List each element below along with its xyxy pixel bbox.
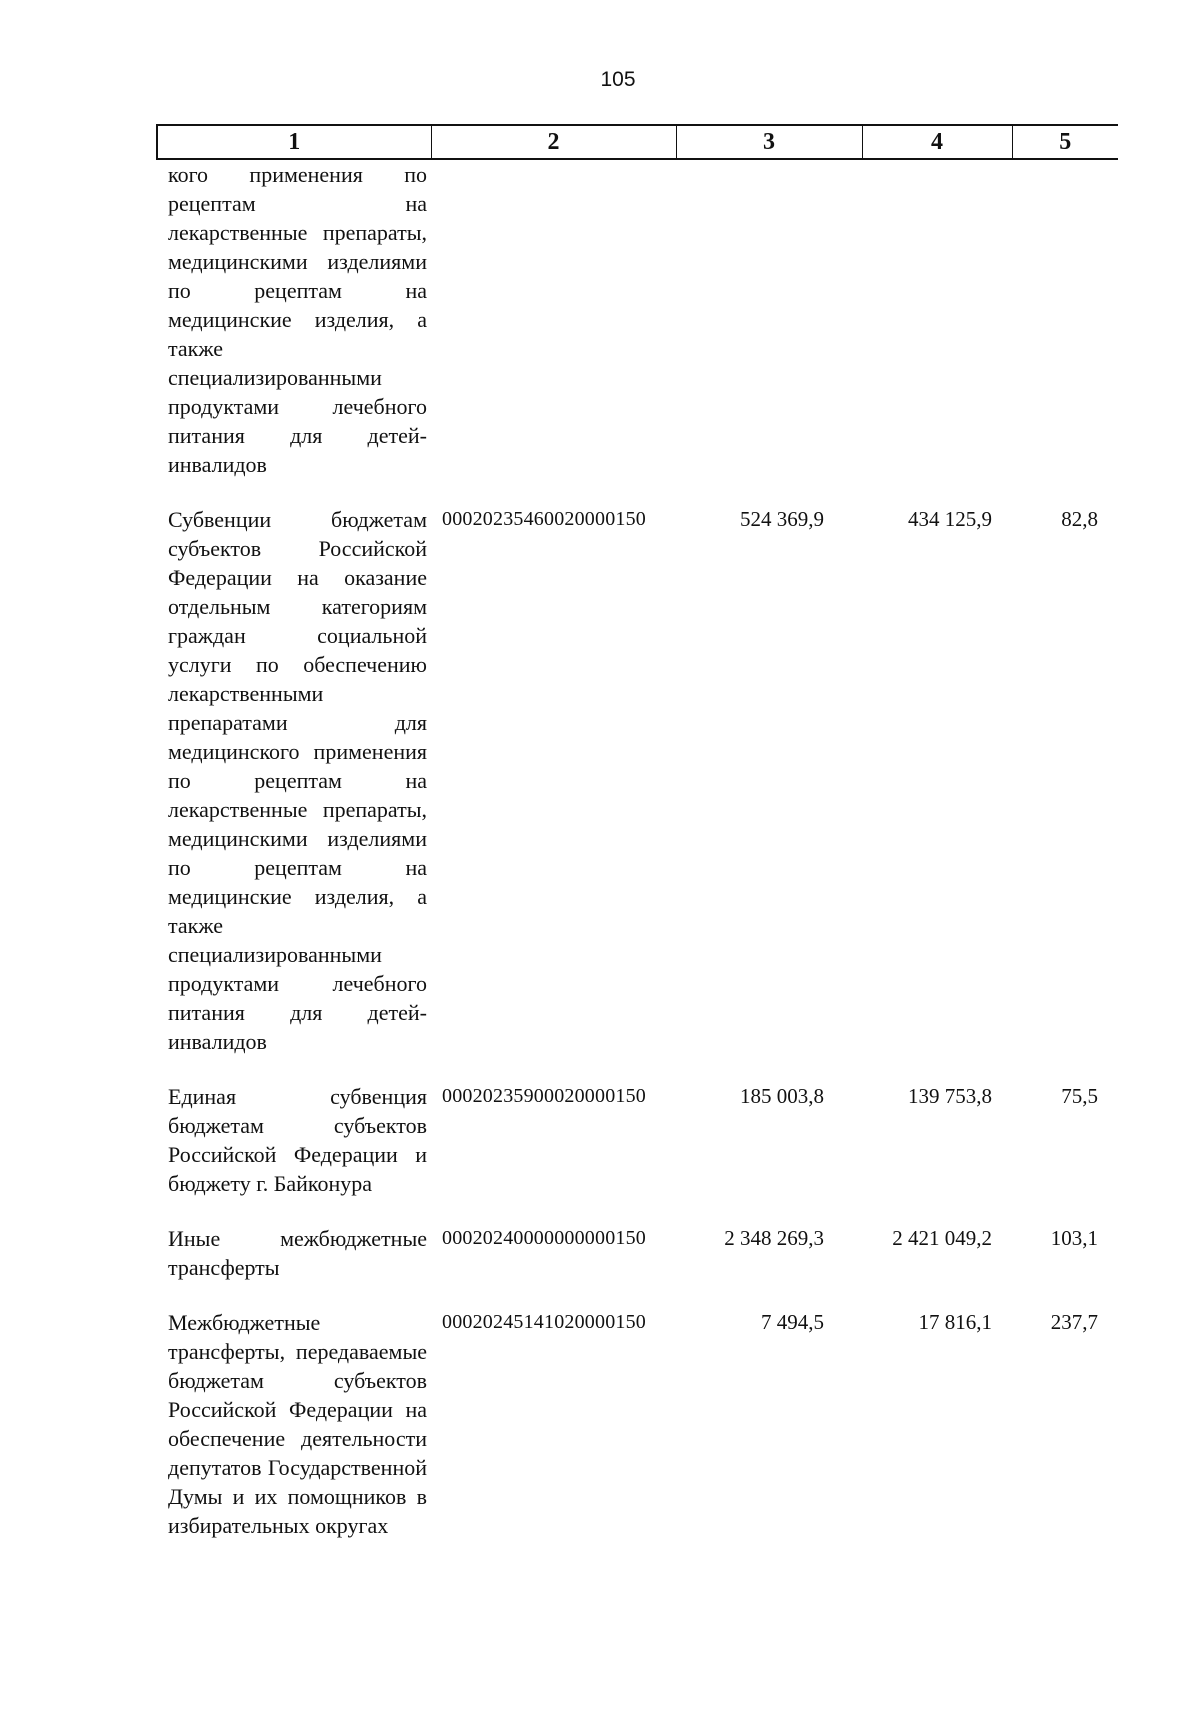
row-name: Иные межбюджетные трансферты bbox=[168, 1226, 427, 1280]
budget-table bbox=[156, 124, 1118, 1540]
row-percent-value: 237,7 bbox=[1050, 1310, 1098, 1334]
column-header-5: 5 bbox=[1012, 125, 1118, 159]
row-actual-value bbox=[862, 159, 1012, 505]
row-code bbox=[431, 159, 676, 505]
row-plan-value: 524 369,9 bbox=[740, 507, 824, 531]
row-name: Единая субвенция бюджетам субъектов Российской Федерации и бюджету г. Байконура bbox=[168, 1084, 427, 1196]
row-name: кого применения по рецептам на лекарственные препараты, медицинскими изделиями по рецептам на медицинские изделия, а также специализированными продуктами лечебного питания для детей-инвалидов bbox=[168, 162, 427, 477]
row-name: Субвенции бюджетам субъектов Российской Федерации на оказание отдельным категориям граждан социальной услуги по обеспечению лекарственными препаратами для медицинского применения по рецептам на лекарственные препараты, медицинскими изделиями по рецептам на медицинские изделия, а также специализированными продуктами лечебного питания для детей-инвалидов bbox=[168, 507, 427, 1054]
row-actual-value: 434 125,9 bbox=[908, 507, 992, 531]
row-code: 00020235900020000150 bbox=[442, 1085, 646, 1107]
column-header-2: 2 bbox=[431, 125, 676, 159]
row-percent-value: 103,1 bbox=[1050, 1226, 1098, 1250]
page-number: 105 bbox=[600, 68, 636, 91]
row-percent-value: 75,5 bbox=[1061, 1084, 1098, 1108]
row-plan-value: 2 348 269,3 bbox=[724, 1226, 824, 1250]
table-row bbox=[157, 159, 1118, 505]
table-header bbox=[157, 125, 1118, 159]
column-header-3: 3 bbox=[676, 125, 862, 159]
column-header-4: 4 bbox=[862, 125, 1012, 159]
header-row bbox=[157, 125, 1118, 159]
column-header-1: 1 bbox=[157, 125, 431, 159]
row-percent-value bbox=[1012, 159, 1118, 505]
row-actual-value: 139 753,8 bbox=[908, 1084, 992, 1108]
row-plan-value: 7 494,5 bbox=[761, 1310, 824, 1334]
row-actual-value: 2 421 049,2 bbox=[892, 1226, 992, 1250]
row-percent-value: 82,8 bbox=[1061, 507, 1098, 531]
table-row bbox=[157, 1308, 1118, 1540]
table-row bbox=[157, 1224, 1118, 1308]
row-name: Межбюджетные трансферты, передаваемые бюджетам субъектов Российской Федерации на обеспечение деятельности депутатов Государственной Думы и их помощников в избирательных округах bbox=[168, 1310, 427, 1538]
row-plan-value bbox=[676, 159, 862, 505]
row-code: 00020245141020000150 bbox=[442, 1311, 646, 1333]
row-actual-value: 17 816,1 bbox=[918, 1310, 992, 1334]
table-row bbox=[157, 1082, 1118, 1224]
row-plan-value: 185 003,8 bbox=[740, 1084, 824, 1108]
row-code: 00020235460020000150 bbox=[442, 508, 646, 530]
table-row bbox=[157, 505, 1118, 1082]
row-code: 00020240000000000150 bbox=[442, 1227, 646, 1249]
table-body bbox=[157, 159, 1118, 1540]
